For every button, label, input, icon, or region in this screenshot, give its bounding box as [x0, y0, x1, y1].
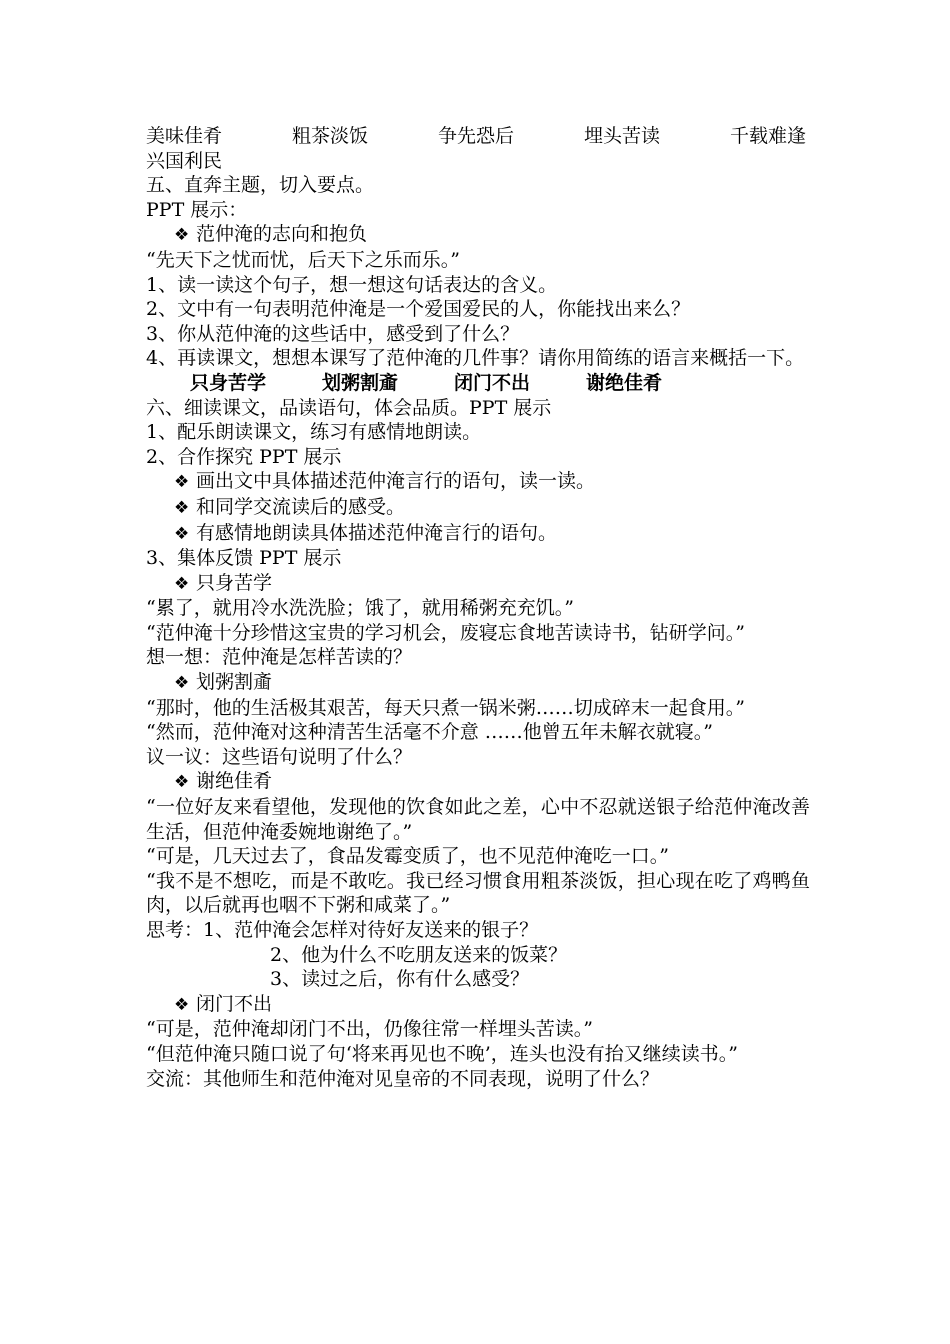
section-heading: 六、细读课文，品读语句，体会品质。PPT 展示	[146, 396, 552, 419]
vocab-word: 粗茶淡饭	[291, 125, 368, 147]
quote: “但范仲淹只随口说了句‘将来再见也不晚’，连头也没有抬又继续读书。”	[146, 1042, 739, 1065]
diamond-bullet-icon: ❖	[174, 994, 190, 1015]
vocab-word: 兴国利民	[146, 149, 223, 172]
vocabulary-row	[146, 124, 806, 149]
prompt: 交流：其他师生和范仲淹对见皇帝的不同表现，说明了什么？	[146, 1067, 660, 1090]
step: 3、集体反馈 PPT 展示	[146, 547, 342, 570]
diamond-bullet-icon: ❖	[174, 523, 190, 544]
vocab-word: 争先恐后	[437, 125, 514, 147]
event-summary-row	[146, 371, 810, 396]
question: 3、你从范仲淹的这些话中，感受到了什么？	[146, 322, 520, 345]
event-label: 谢绝佳肴	[586, 371, 663, 394]
bullet-item	[146, 571, 810, 597]
quote: “我不是不想吃，而是不敢吃。我已经习惯食用粗茶淡饭，担心现在吃了鸡鸭鱼肉，以后就再也咽不下粥和咸菜了。”	[146, 869, 810, 917]
document-page	[146, 124, 810, 1091]
quote: “那时，他的生活极其艰苦，每天只煮一锅米粥……切成碎末一起食用。”	[146, 696, 745, 719]
bullet-item	[146, 469, 810, 495]
bullet-item	[146, 670, 810, 696]
bullet-text: 和同学交流读后的感受。	[196, 495, 406, 518]
diamond-bullet-icon: ❖	[174, 772, 190, 793]
vocab-word: 千载难逢	[729, 125, 806, 147]
event-label: 只身苦学	[190, 371, 267, 394]
think-question: 思考：1、范仲淹会怎样对待好友送来的银子？	[146, 919, 539, 941]
bullet-text: 划粥割齑	[196, 671, 273, 694]
prompt: 议一议：这些语句说明了什么？	[146, 745, 413, 768]
prompt: 想一想：范仲淹是怎样苦读的？	[146, 646, 413, 669]
diamond-bullet-icon: ❖	[174, 472, 190, 493]
bullet-item	[146, 521, 810, 547]
bullet-text: 有感情地朗读具体描述范仲淹言行的语句。	[196, 521, 558, 544]
bullet-text: 谢绝佳肴	[196, 770, 273, 793]
diamond-bullet-icon: ❖	[174, 497, 190, 518]
event-label: 划粥割齑	[322, 371, 399, 394]
bullet-item	[146, 769, 810, 795]
diamond-bullet-icon: ❖	[174, 225, 190, 246]
step: 2、合作探究 PPT 展示	[146, 445, 342, 468]
think-question: 3、读过之后，你有什么感受？	[270, 968, 530, 991]
bullet-text: 范仲淹的志向和抱负	[196, 223, 368, 246]
diamond-bullet-icon: ❖	[174, 673, 190, 694]
vocab-word: 埋头苦读	[583, 125, 660, 147]
question: 2、文中有一句表明范仲淹是一个爱国爱民的人，你能找出来么？	[146, 298, 691, 321]
bullet-text: 闭门不出	[196, 992, 273, 1015]
question: 4、再读课文，想想本课写了范仲淹的几件事？请你用简练的语言来概括一下。	[146, 347, 805, 370]
quote: “可是，范仲淹却闭门不出，仍像往常一样埋头苦读。”	[146, 1018, 593, 1041]
bullet-text: 只身苦学	[196, 571, 273, 594]
vocab-word: 美味佳肴	[146, 125, 223, 147]
event-label: 闭门不出	[454, 371, 531, 394]
quote: “范仲淹十分珍惜这宝贵的学习机会，废寝忘食地苦读诗书，钻研学问。”	[146, 621, 745, 644]
bullet-item	[146, 992, 810, 1018]
bullet-text: 画出文中具体描述范仲淹言行的语句，读一读。	[196, 470, 596, 493]
diamond-bullet-icon: ❖	[174, 573, 190, 594]
step: 1、配乐朗读课文，练习有感情地朗读。	[146, 421, 482, 444]
quote: “先天下之忧而忧，后天下之乐而乐。”	[146, 248, 460, 271]
section-heading: 五、直奔主题，切入要点。	[146, 174, 375, 197]
bullet-item	[146, 222, 810, 248]
quote: “一位好友来看望他，发现他的饮食如此之差，心中不忍就送银子给范仲淹改善生活，但范仲淹委婉地谢绝了。”	[146, 796, 810, 843]
quote: “然而，范仲淹对这种清苦生活毫不介意 ……他曾五年未解衣就寝。”	[146, 721, 713, 744]
quote: “累了，就用冷水洗洗脸；饿了，就用稀粥充充饥。”	[146, 597, 574, 620]
quote: “可是，几天过去了，食品发霉变质了，也不见范仲淹吃一口。”	[146, 845, 669, 868]
question: 1、读一读这个句子，想一想这句话表达的含义。	[146, 273, 558, 296]
bullet-item	[146, 495, 810, 521]
ppt-label: PPT 展示：	[146, 198, 248, 221]
think-question: 2、他为什么不吃朋友送来的饭菜？	[270, 943, 568, 966]
